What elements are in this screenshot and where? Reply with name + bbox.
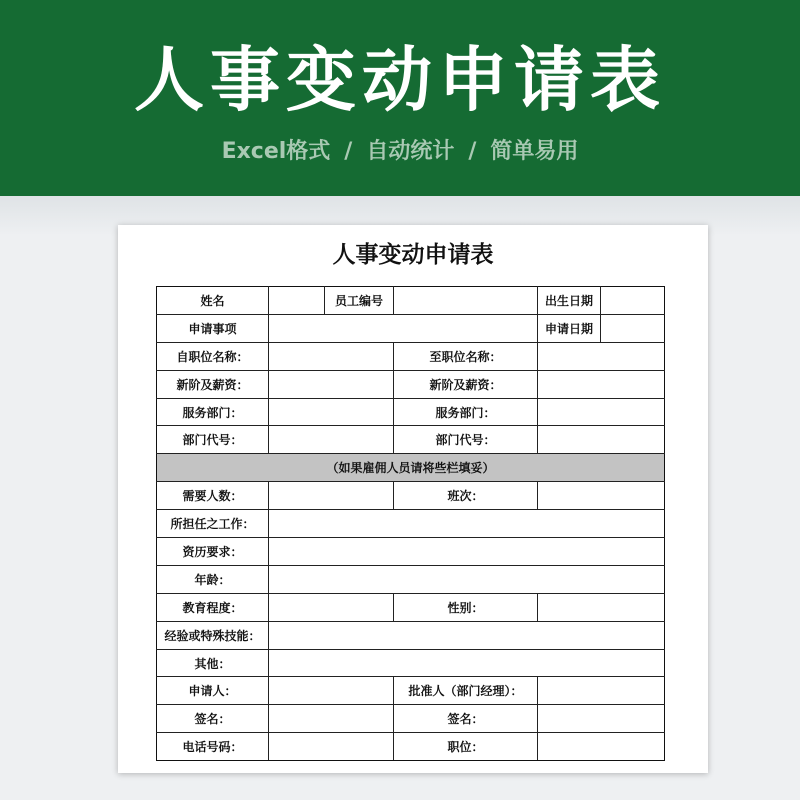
table-row: [157, 314, 665, 342]
label-applicant-signature: 签名：: [157, 705, 269, 733]
label-to-position: 至职位名称：: [394, 342, 538, 370]
field-birth-date[interactable]: [601, 287, 665, 315]
table-row: [157, 426, 665, 454]
field-experience[interactable]: [269, 621, 665, 649]
label-from-position: 自职位名称：: [157, 342, 269, 370]
label-dept-code-to: 部门代号：: [394, 426, 538, 454]
form-sheet: [118, 225, 708, 773]
field-applicant-signature[interactable]: [269, 705, 394, 733]
field-from-position[interactable]: [269, 342, 394, 370]
field-name[interactable]: [269, 287, 325, 315]
document-title: 人事变动申请表: [332, 241, 494, 268]
feature-auto-stats: 自动统计: [366, 139, 455, 164]
table-row: [157, 510, 665, 538]
field-to-position[interactable]: [538, 342, 665, 370]
field-new-grade-from[interactable]: [269, 370, 394, 398]
label-employee-no: 员工编号: [325, 287, 394, 315]
field-qualification[interactable]: [269, 538, 665, 566]
field-request-item[interactable]: [269, 314, 538, 342]
field-age[interactable]: [269, 565, 665, 593]
banner-subtitle: [0, 136, 800, 168]
field-request-date[interactable]: [601, 314, 665, 342]
banner-title: 人事变动申请表: [134, 39, 666, 121]
personnel-change-form: [156, 286, 665, 761]
feature-excel-format: Excel格式: [221, 139, 331, 164]
field-education[interactable]: [269, 593, 394, 621]
field-other[interactable]: [269, 649, 665, 677]
label-position: 职位：: [394, 733, 538, 761]
field-phone[interactable]: [269, 733, 394, 761]
label-qualification: 资历要求：: [157, 538, 269, 566]
table-row: [157, 565, 665, 593]
table-row: [157, 621, 665, 649]
header-banner: [0, 0, 800, 196]
label-approver: 批准人（部门经理）：: [394, 677, 538, 705]
label-service-dept-from: 服务部门：: [157, 398, 269, 426]
field-position[interactable]: [538, 733, 665, 761]
label-service-dept-to: 服务部门：: [394, 398, 538, 426]
field-duties[interactable]: [269, 510, 665, 538]
field-shift[interactable]: [538, 482, 665, 510]
field-employee-no[interactable]: [394, 287, 538, 315]
label-request-item: 申请事项: [157, 314, 269, 342]
label-name: 姓名: [157, 287, 269, 315]
table-row: [157, 342, 665, 370]
label-dept-code-from: 部门代号：: [157, 426, 269, 454]
label-shift: 班次：: [394, 482, 538, 510]
label-duties: 所担任之工作：: [157, 510, 269, 538]
label-approver-signature: 签名：: [394, 705, 538, 733]
table-row: [157, 705, 665, 733]
field-dept-code-to[interactable]: [538, 426, 665, 454]
table-row: [157, 733, 665, 761]
field-dept-code-from[interactable]: [269, 426, 394, 454]
label-gender: 性别：: [394, 593, 538, 621]
table-row: [157, 398, 665, 426]
table-row: [157, 454, 665, 482]
field-gender[interactable]: [538, 593, 665, 621]
table-row: [157, 287, 665, 315]
feature-easy-use: 简单易用: [490, 139, 579, 164]
table-row: [157, 370, 665, 398]
field-approver-signature[interactable]: [538, 705, 665, 733]
label-other: 其他：: [157, 649, 269, 677]
table-row: [157, 482, 665, 510]
label-request-date: 申请日期: [538, 314, 601, 342]
hiring-note: （如果雇佣人员请将些栏填妥）: [157, 454, 665, 482]
label-birth-date: 出生日期: [538, 287, 601, 315]
subtitle-separator: /: [468, 139, 477, 164]
label-education: 教育程度：: [157, 593, 269, 621]
table-row: [157, 538, 665, 566]
field-service-dept-to[interactable]: [538, 398, 665, 426]
table-row: [157, 593, 665, 621]
field-service-dept-from[interactable]: [269, 398, 394, 426]
label-new-grade-to: 新阶及薪资：: [394, 370, 538, 398]
field-new-grade-to[interactable]: [538, 370, 665, 398]
table-row: [157, 677, 665, 705]
label-applicant: 申请人：: [157, 677, 269, 705]
table-row: [157, 649, 665, 677]
subtitle-separator: /: [344, 139, 353, 164]
label-headcount: 需要人数：: [157, 482, 269, 510]
field-headcount[interactable]: [269, 482, 394, 510]
label-age: 年龄：: [157, 565, 269, 593]
label-new-grade-from: 新阶及薪资：: [157, 370, 269, 398]
field-approver[interactable]: [538, 677, 665, 705]
label-phone: 电话号码：: [157, 733, 269, 761]
label-experience: 经验或特殊技能：: [157, 621, 269, 649]
field-applicant[interactable]: [269, 677, 394, 705]
